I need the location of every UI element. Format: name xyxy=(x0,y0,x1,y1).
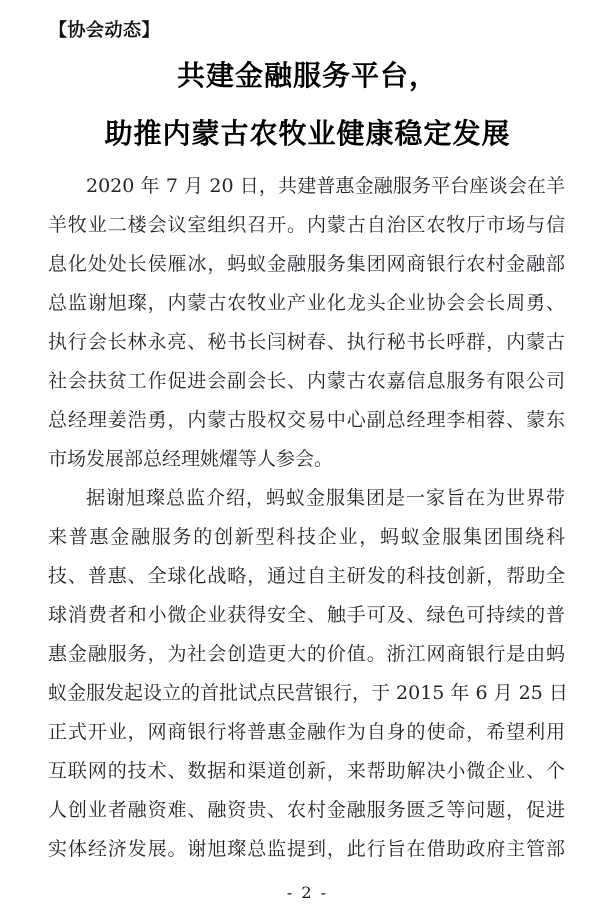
body-line: 技、普惠、全球化战略，通过自主研发的科技创新，帮助全 xyxy=(48,565,565,587)
document-body xyxy=(48,167,568,869)
body-line: 总监谢旭璨，内蒙古农牧业产业化龙头企业协会会长周勇、 xyxy=(48,292,565,314)
title-line-2: 助推内蒙古农牧业健康稳定发展 xyxy=(104,117,511,150)
section-heading: 【协会动态】 xyxy=(49,20,160,41)
body-line: 执行会长林永亮、秘书长闫树春、执行秘书长呼群，内蒙古 xyxy=(48,331,565,353)
paragraph-2 xyxy=(48,479,568,869)
page-number: - 2 - xyxy=(286,883,329,902)
body-line: 来普惠金融服务的创新型科技企业，蚂蚁金服集团围绕科 xyxy=(48,526,565,548)
body-line: 息化处处长侯雁冰，蚂蚁金融服务集团网商银行农村金融部 xyxy=(48,253,565,275)
document-title xyxy=(0,47,615,163)
body-line: 人创业者融资难、融资贵、农村金融服务匮乏等问题，促进 xyxy=(48,799,565,821)
body-line: 实体经济发展。谢旭璨总监提到，此行旨在借助政府主管部 xyxy=(48,838,565,860)
body-line: 正式开业，网商银行将普惠金融作为自身的使命，希望利用 xyxy=(48,721,565,743)
body-line: 市场发展部总经理姚燿等人参会。 xyxy=(48,448,334,470)
body-line: 互联网的技术、数据和渠道创新，来帮助解决小微企业、个 xyxy=(48,760,565,782)
body-line: 蚁金服发起设立的首批试点民营银行，于 2015 年 6 月 25 日 xyxy=(48,682,568,704)
body-line: 2020 年 7 月 20 日，共建普惠金融服务平台座谈会在羊 xyxy=(86,175,565,197)
title-line-1: 共建金融服务平台， xyxy=(176,59,438,92)
body-line: 据谢旭璨总监介绍，蚂蚁金服集团是一家旨在为世界带 xyxy=(86,487,565,509)
body-line: 羊牧业二楼会议室组织召开。内蒙古自治区农牧厅市场与信 xyxy=(48,214,565,236)
body-line: 总经理姜浩勇，内蒙古股权交易中心副总经理李相蓉、蒙东 xyxy=(48,409,565,431)
paragraph-1 xyxy=(48,167,565,479)
body-line: 球消费者和小微企业获得安全、触手可及、绿色可持续的普 xyxy=(48,604,565,626)
body-line: 惠金融服务，为社会创造更大的价值。浙江网商银行是由蚂 xyxy=(48,643,565,665)
body-line: 社会扶贫工作促进会副会长、内蒙古农嘉信息服务有限公司 xyxy=(48,370,565,392)
